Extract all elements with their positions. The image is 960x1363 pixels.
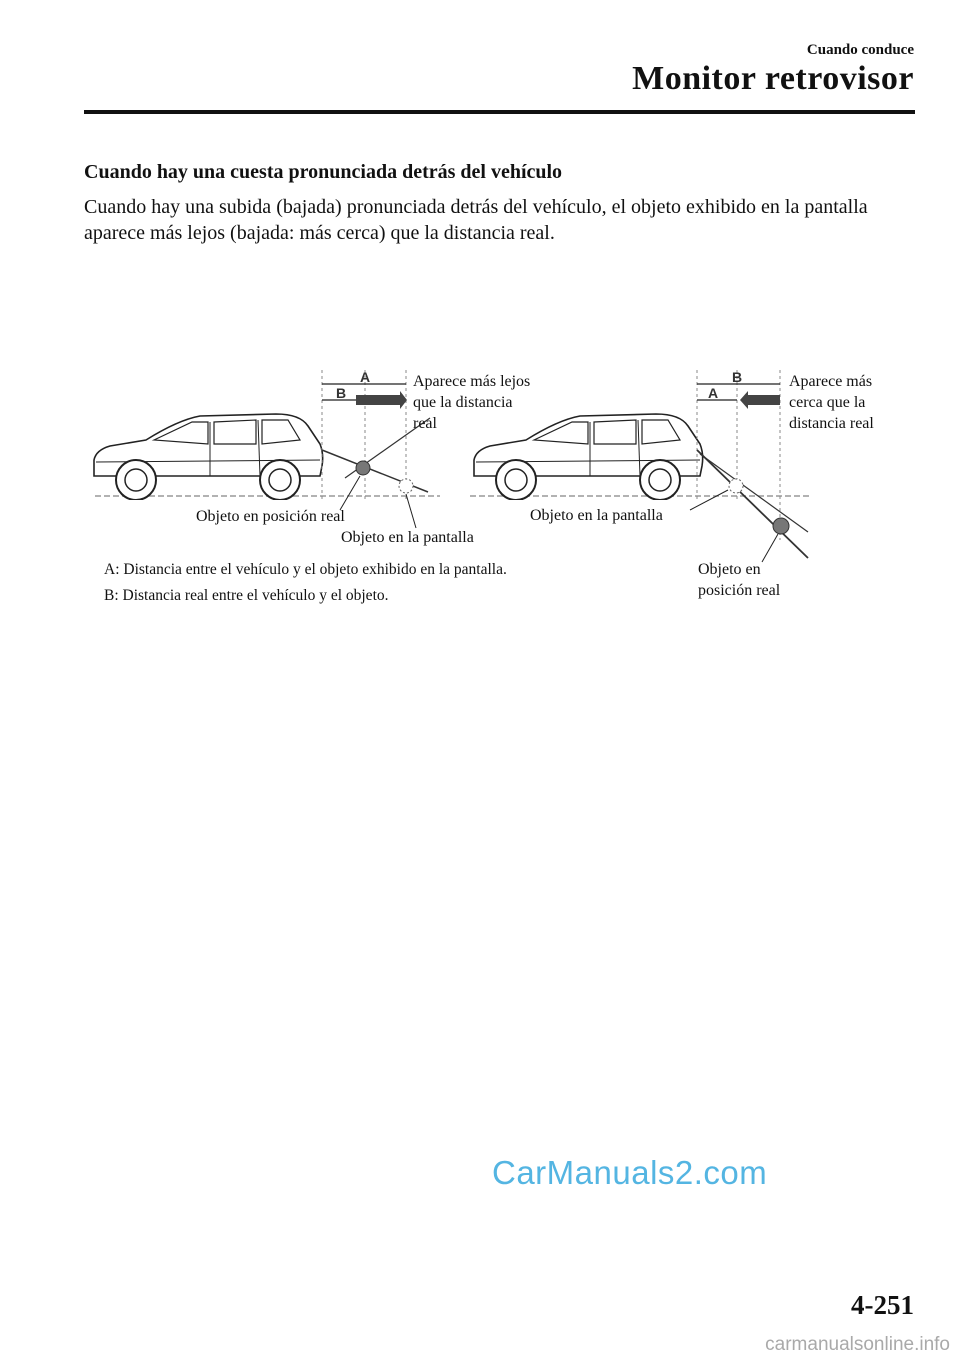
body-paragraph: Cuando hay una subida (bajada) pronunciada detrás del vehículo, el objeto exhibido en la pantalla aparece más lejos (bajada: más cerca) que la distancia real. (84, 196, 868, 244)
right-label-real: Objeto en posición real (698, 561, 781, 599)
header-rule (84, 110, 915, 114)
right-object-screen (729, 479, 743, 493)
left-label-screen: Objeto en la pantalla (341, 529, 474, 546)
left-vehicle-illustration (94, 414, 323, 500)
left-object-real (356, 461, 370, 475)
legend-b: B: Distancia real entre el vehículo y el objeto. (104, 587, 389, 604)
right-label-screen: Objeto en la pantalla (530, 507, 663, 524)
right-object-real (773, 518, 789, 534)
left-note: Aparece más lejos que la distancia real (413, 373, 531, 432)
right-dim-b: B (732, 369, 743, 385)
header-chapter-title: Monitor retrovisor (632, 60, 914, 97)
right-note: Aparece más cerca que la distancia real (789, 373, 874, 432)
left-dim-a: A (360, 369, 371, 385)
footer-url[interactable]: carmanualsonline.info (765, 1334, 950, 1355)
legend-a: A: Distancia entre el vehículo y el objeto exhibido en la pantalla. (104, 561, 507, 578)
left-scene (94, 369, 440, 528)
page-number: 4-251 (851, 1290, 914, 1320)
left-object-screen (399, 479, 413, 493)
section-title: Cuando hay una cuesta pronunciada detrás del vehículo (84, 161, 563, 183)
watermark-link[interactable]: CarManuals2.com (492, 1154, 768, 1191)
left-dim-b: B (336, 385, 347, 401)
left-label-real: Objeto en posición real (196, 508, 345, 525)
arrow-right-icon (356, 391, 407, 409)
header-section: Cuando conduce (806, 42, 914, 58)
arrow-left-icon (740, 391, 780, 409)
right-dim-a: A (708, 385, 719, 401)
